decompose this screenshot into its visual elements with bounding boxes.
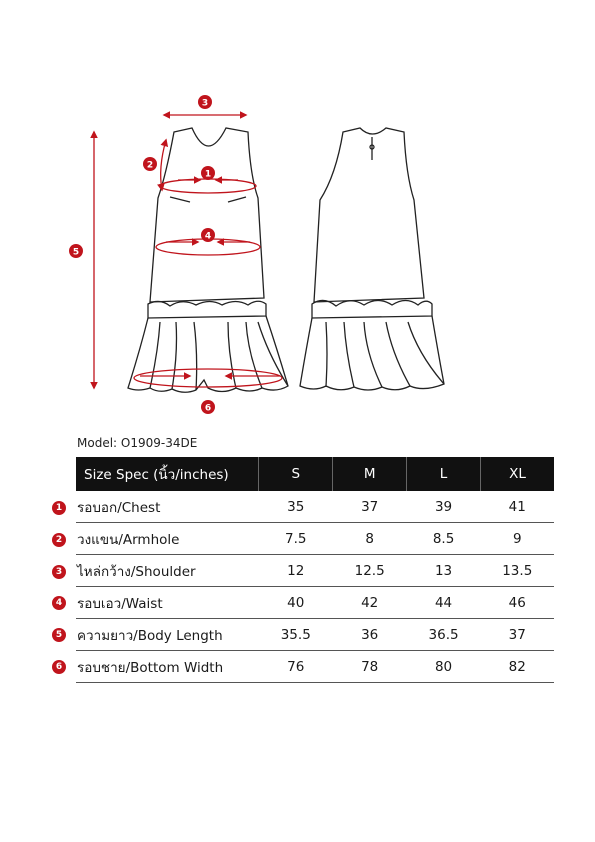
row-number-badge: 5 [52,628,66,642]
svg-text:3: 3 [201,98,209,109]
header-size-xl: XL [481,457,554,491]
row-label-body-length: ความยาว/Body Length [76,619,259,651]
svg-text:1: 1 [204,169,212,180]
cell-value: 13.5 [481,555,554,587]
cell-value: 46 [481,587,554,619]
table-row [76,523,554,555]
row-label-shoulder: ไหล่กว้าง/Shoulder [76,555,259,587]
marker-3 [198,95,212,109]
cell-value: 36 [333,619,407,651]
header-size-spec: Size Spec (นิ้ว/inches) [76,457,259,491]
cell-value: 7.5 [259,523,333,555]
cell-value: 37 [481,619,554,651]
table-row [76,555,554,587]
svg-text:5: 5 [72,247,80,258]
row-label-armhole: วงแขน/Armhole [76,523,259,555]
cell-value: 12 [259,555,333,587]
cell-value: 9 [481,523,554,555]
cell-value: 12.5 [333,555,407,587]
back-dress-drawing [300,128,444,390]
header-size-s: S [259,457,333,491]
svg-text:2: 2 [146,160,154,171]
table-header-row [76,457,554,491]
cell-value: 76 [259,651,333,683]
measurement-marks [94,115,282,388]
cell-value: 42 [333,587,407,619]
table-row [76,651,554,683]
svg-text:6: 6 [204,403,212,414]
table-row [76,619,554,651]
header-size-l: L [407,457,481,491]
row-label-chest: รอบอก/Chest [76,491,259,523]
cell-value: 41 [481,491,554,523]
cell-value: 8.5 [407,523,481,555]
row-number-badge: 3 [52,565,66,579]
cell-value: 37 [333,491,407,523]
row-number-badge: 4 [52,596,66,610]
marker-5 [69,244,83,258]
cell-value: 39 [407,491,481,523]
cell-value: 80 [407,651,481,683]
table-row [76,491,554,523]
marker-2 [143,157,157,171]
row-number-badge: 6 [52,660,66,674]
cell-value: 35 [259,491,333,523]
row-number-badge: 1 [52,501,66,515]
marker-4 [201,228,215,242]
cell-value: 36.5 [407,619,481,651]
cell-value: 40 [259,587,333,619]
cell-value: 13 [407,555,481,587]
marker-1 [201,166,215,180]
marker-6 [201,400,215,414]
svg-text:4: 4 [204,231,212,242]
size-spec-table [76,457,554,683]
model-code: Model: O1909-34DE [77,436,198,450]
row-label-waist: รอบเอว/Waist [76,587,259,619]
row-number-badge: 2 [52,533,66,547]
cell-value: 44 [407,587,481,619]
row-label-bottom-width: รอบชาย/Bottom Width [76,651,259,683]
cell-value: 82 [481,651,554,683]
header-size-m: M [333,457,407,491]
cell-value: 35.5 [259,619,333,651]
table-row [76,587,554,619]
cell-value: 8 [333,523,407,555]
cell-value: 78 [333,651,407,683]
